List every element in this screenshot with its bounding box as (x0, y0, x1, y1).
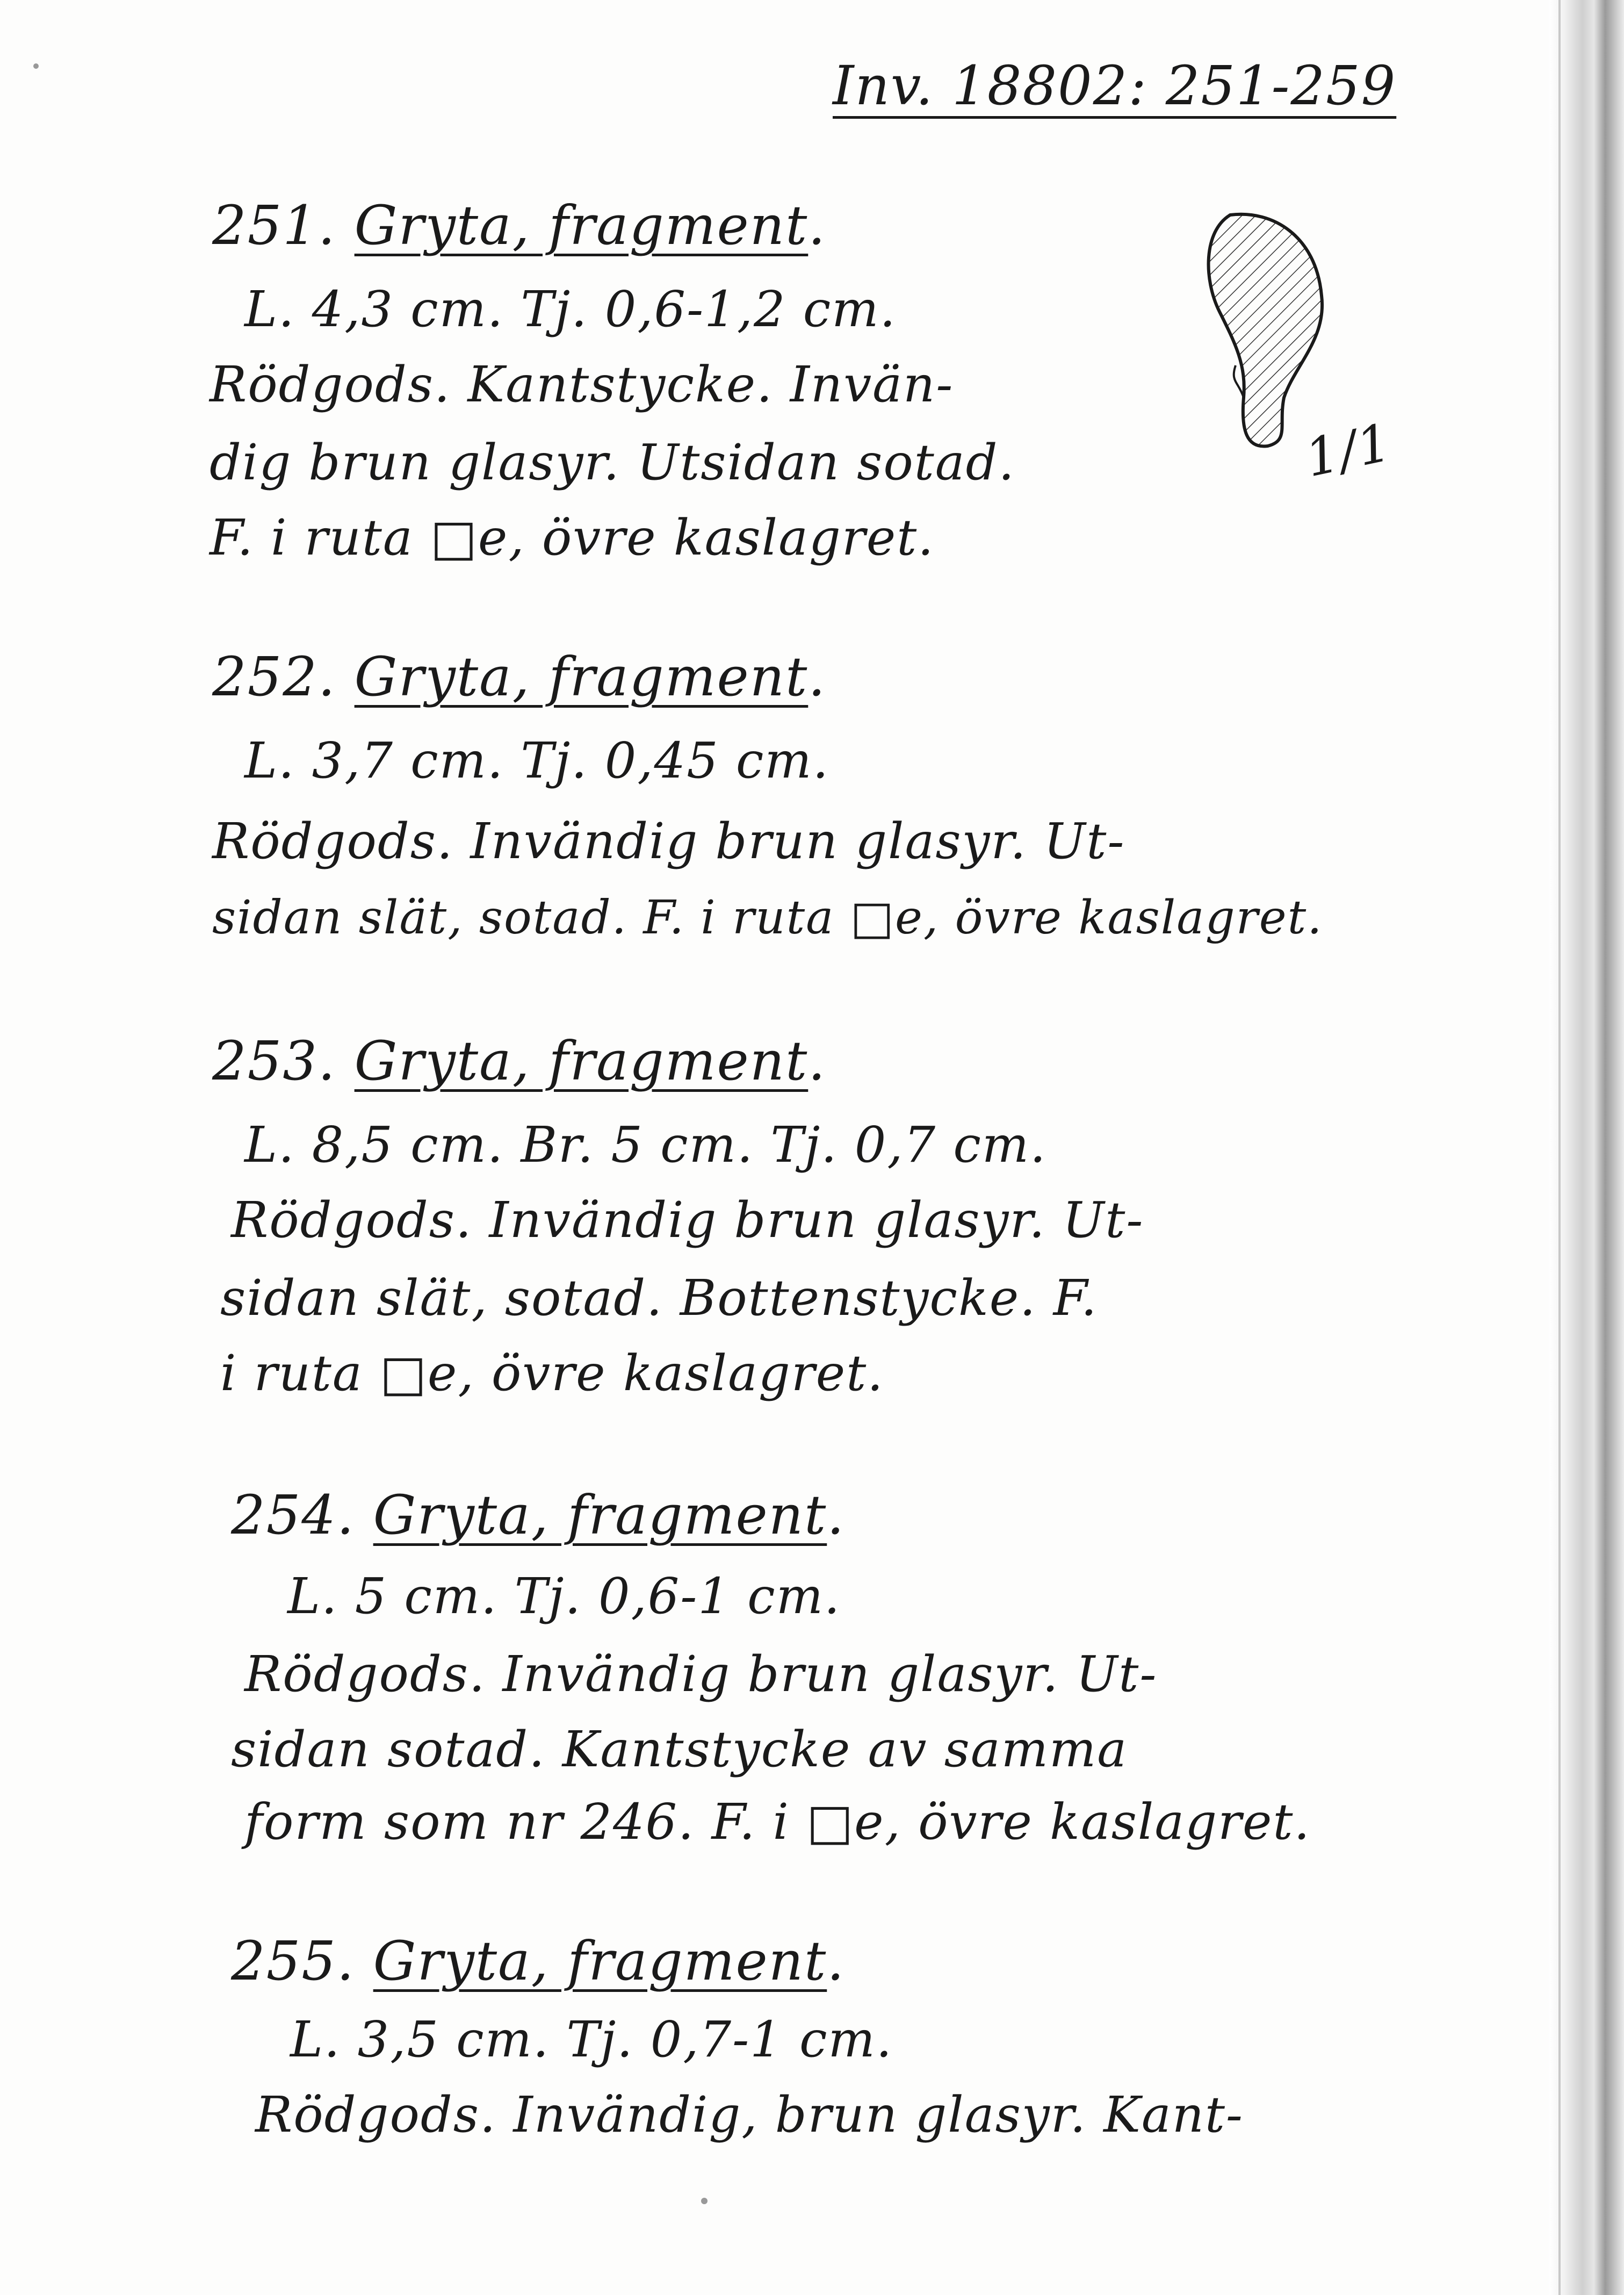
entry-title: Gryta, fragment (354, 1030, 809, 1092)
entry-line: L. 5 cm. Tj. 0,6-1 cm. (287, 1567, 841, 1625)
entry-title: Gryta, fragment (373, 1930, 827, 1992)
page-edge-line (1558, 0, 1561, 2295)
profile-section (1209, 214, 1323, 447)
entry-line: Rödgods. Kantstycke. Invän- (210, 356, 954, 413)
inventory-number: Inv. 18802: 251-259 (833, 54, 1397, 117)
entry-number: 251. (212, 194, 336, 257)
entry-heading: 253. Gryta, fragment. (212, 1030, 827, 1092)
entry-heading: 252. Gryta, fragment. (212, 645, 827, 708)
entry-line: sidan slät, sotad. Bottenstycke. F. (220, 1269, 1098, 1327)
entry-line: Rödgods. Invändig, brun glasyr. Kant- (255, 2086, 1244, 2143)
entry-heading: 255. Gryta, fragment. (231, 1930, 846, 1992)
entry-heading: 254. Gryta, fragment. (231, 1484, 846, 1546)
entry-line: sidan slät, sotad. F. i ruta □e, övre kaslagret. (212, 891, 1323, 945)
entry-line: L. 3,5 cm. Tj. 0,7-1 cm. (290, 2011, 893, 2068)
entry-line: L. 4,3 cm. Tj. 0,6-1,2 cm. (244, 280, 897, 338)
drawing-scale: 1/1 (1300, 412, 1397, 489)
entry-line: Rödgods. Invändig brun glasyr. Ut- (212, 812, 1125, 870)
entry-line: L. 3,7 cm. Tj. 0,45 cm. (244, 732, 829, 789)
entry-line: i ruta □e, övre kaslagret. (220, 1344, 884, 1402)
entry-line: form som nr 246. F. i □e, övre kaslagret. (244, 1793, 1311, 1851)
entry-number: 254. (231, 1484, 355, 1546)
entry-line: F. i ruta □e, övre kaslagret. (210, 509, 935, 566)
entry-title: Gryta, fragment (354, 194, 809, 257)
entry-title: Gryta, fragment (354, 645, 809, 708)
entry-line: Rödgods. Invändig brun glasyr. Ut- (231, 1191, 1144, 1249)
entry-line: Rödgods. Invändig brun glasyr. Ut- (244, 1645, 1158, 1703)
entry-number: 255. (231, 1930, 355, 1992)
entry-line: sidan sotad. Kantstycke av samma (231, 1721, 1128, 1778)
entry-heading: 251. Gryta, fragment. (212, 194, 827, 257)
entry-line: dig brun glasyr. Utsidan sotad. (210, 434, 1015, 491)
entry-line: L. 8,5 cm. Br. 5 cm. Tj. 0,7 cm. (244, 1116, 1047, 1174)
entry-number: 252. (212, 645, 336, 708)
paper-speck (701, 2198, 708, 2204)
paper-speck (33, 63, 39, 69)
entry-title: Gryta, fragment (373, 1484, 827, 1546)
entry-number: 253. (212, 1030, 336, 1092)
